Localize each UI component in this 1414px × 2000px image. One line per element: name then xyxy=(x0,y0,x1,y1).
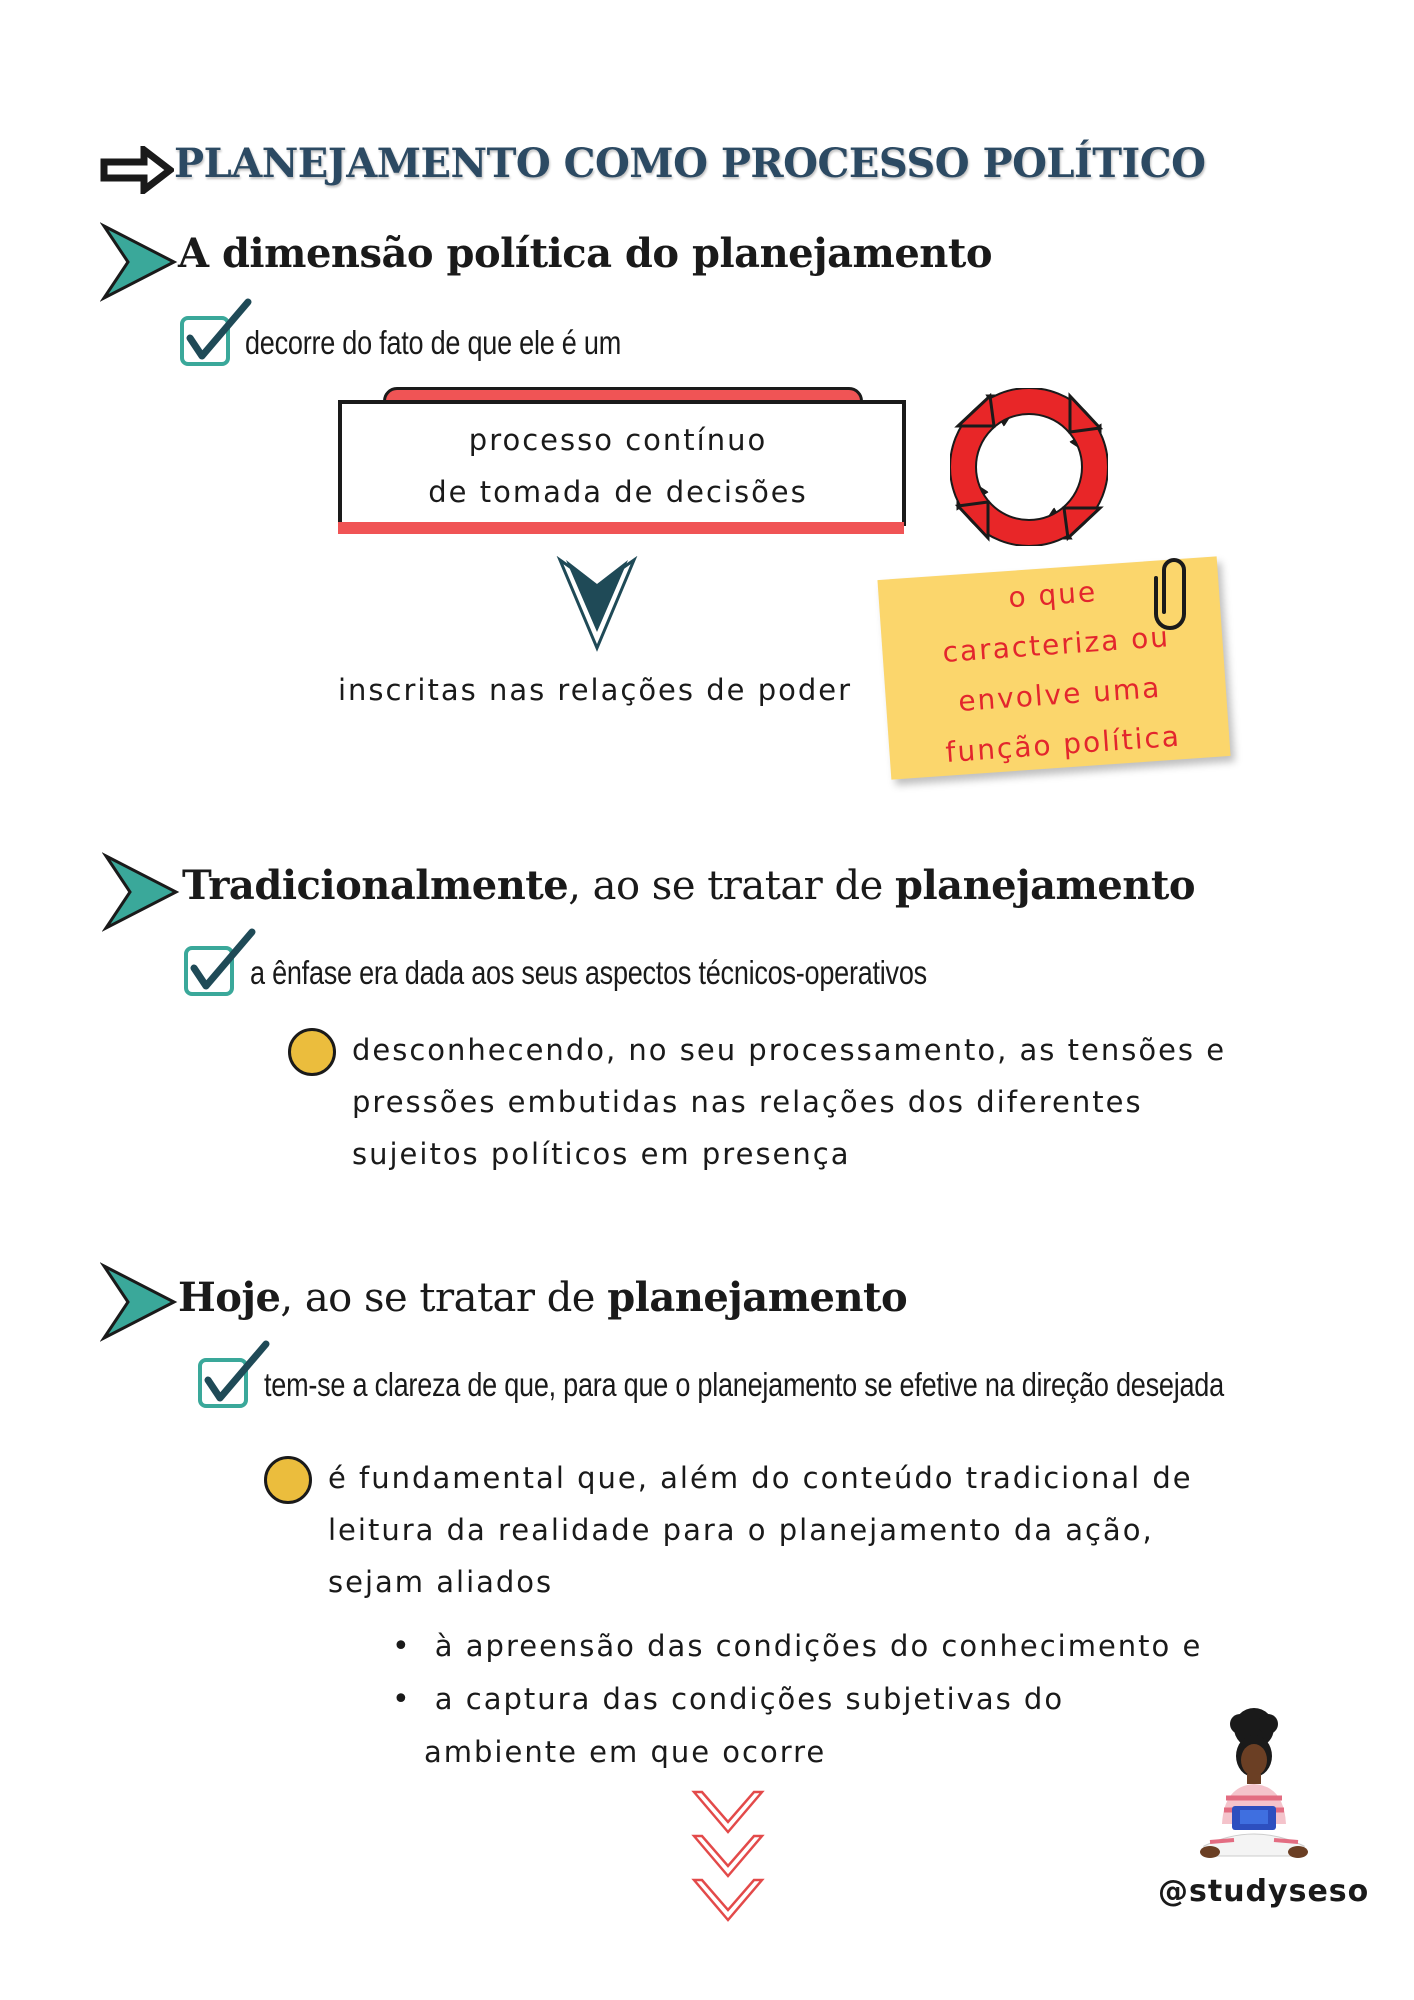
yellow-dot-icon xyxy=(264,1456,312,1504)
list-item: • à apreensão das condições do conhecimento e xyxy=(392,1629,1203,1664)
sticky-note-text: o que caracteriza ou envolve uma função política xyxy=(941,575,1182,769)
checkbox-check-icon xyxy=(182,928,258,998)
section3-bullet-list xyxy=(392,1620,1202,1778)
section1-heading: A dimensão política do planejamento xyxy=(178,230,993,277)
section3-check-text: tem-se a clareza de que, para que o planejamento se efetive na direção desejada xyxy=(264,1366,1224,1403)
yellow-dot-icon xyxy=(288,1028,336,1076)
author-handle: @studyseso xyxy=(1158,1874,1370,1909)
section2-heading: Tradicionalmente, ao se tratar de planejamento xyxy=(182,862,1196,909)
double-arrow-icon xyxy=(100,146,174,194)
down-arrow-icon xyxy=(556,556,638,652)
triple-chevron-down-icon xyxy=(690,1788,766,1924)
chevron-arrow-icon xyxy=(102,852,180,932)
list-item: ambiente em que ocorre xyxy=(424,1735,827,1769)
checkbox-check-icon xyxy=(196,1340,272,1410)
chevron-arrow-icon xyxy=(100,1262,178,1342)
section2-check-text: a ênfase era dada aos seus aspectos técnicos-operativos xyxy=(250,954,927,991)
decision-box-text: processo contínuo de tomada de decisões xyxy=(428,423,808,509)
chevron-arrow-icon xyxy=(100,222,178,302)
section3-heading: Hoje, ao se tratar de planejamento xyxy=(178,1274,908,1321)
section3-point-text: é fundamental que, além do conteúdo tradicional de leitura da realidade para o planejamento da ação, sejam aliados xyxy=(328,1461,1193,1599)
list-item: • a captura das condições subjetivas do xyxy=(392,1682,1065,1717)
checkbox-check-icon xyxy=(178,298,254,368)
section1-check-text: decorre do fato de que ele é um xyxy=(245,324,621,361)
section2-point-text: desconhecendo, no seu processamento, as tensões e pressões embutidas nas relações dos diferentes sujeitos políticos em presença xyxy=(352,1033,1227,1171)
paperclip-icon xyxy=(1152,552,1192,632)
cycle-arrows-icon xyxy=(950,388,1108,546)
page-title: PLANEJAMENTO COMO PROCESSO POLÍTICO xyxy=(174,140,1206,187)
box-underline xyxy=(338,522,904,534)
power-relations-text: inscritas nas relações de poder xyxy=(338,673,853,707)
student-avatar-illustration xyxy=(1194,1706,1314,1866)
